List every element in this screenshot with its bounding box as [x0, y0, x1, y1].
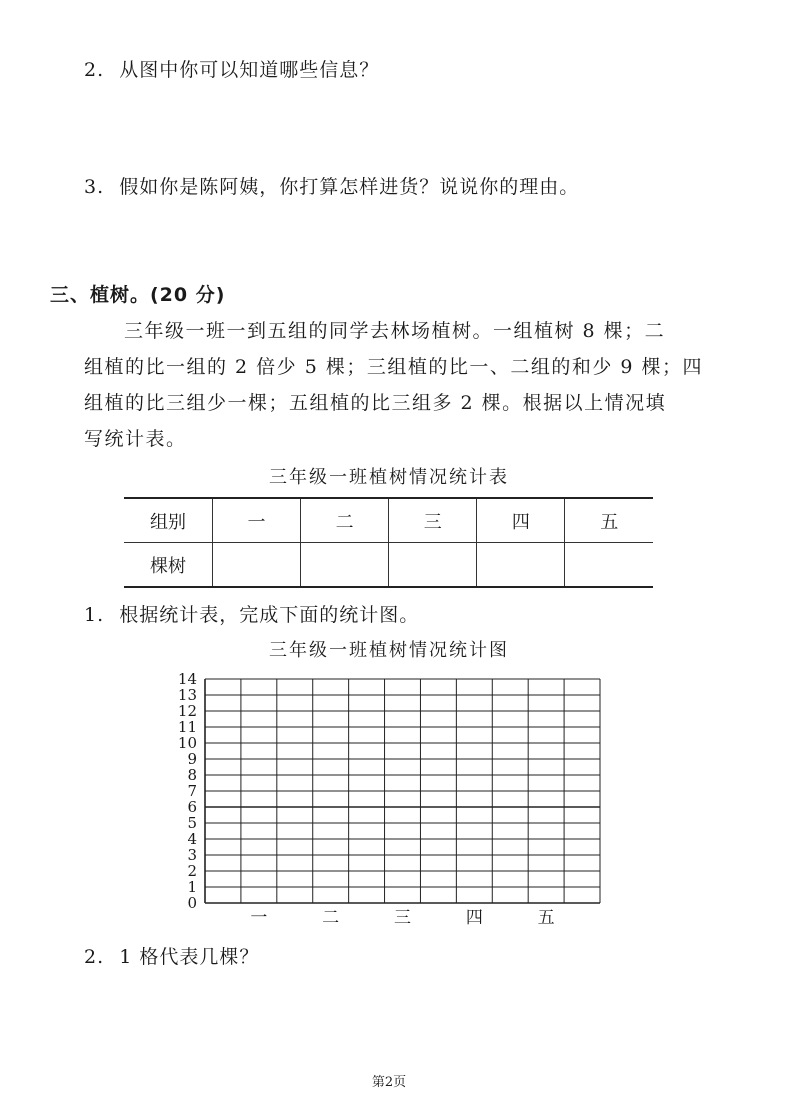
paragraph-line-1: 三年级一班一到五组的同学去林场植树。一组植树 8 棵；二	[124, 320, 666, 342]
section-heading: 三、植树。(20 分)	[50, 284, 226, 306]
question-2-number: 2.	[84, 59, 105, 81]
sub-question-2	[84, 942, 259, 969]
sub-question-1-number: 1.	[84, 604, 105, 626]
table-header-group: 组别	[124, 498, 213, 543]
y-tick-label: 11	[177, 718, 197, 736]
paragraph-line-2: 组植的比一组的 2 倍少 5 棵；三组植的比一、二组的和少 9 棵；四	[84, 356, 704, 378]
table-group-5: 五	[565, 498, 653, 543]
table-group-3: 三	[389, 498, 477, 543]
y-tick-label: 9	[187, 750, 197, 768]
question-3-number: 3.	[84, 176, 105, 198]
x-category-label: 三	[394, 908, 411, 928]
y-tick-label: 14	[177, 670, 197, 688]
x-category-label: 五	[537, 908, 555, 928]
sub-question-2-text: 1 格代表几棵？	[119, 946, 260, 968]
y-tick-label: 8	[187, 766, 197, 784]
table-title: 三年级一班植树情况统计表	[269, 467, 509, 488]
y-tick-label: 10	[177, 734, 197, 752]
sub-question-2-number: 2.	[84, 946, 105, 968]
y-tick-label: 5	[187, 814, 197, 832]
x-category-label: 一	[250, 908, 268, 928]
paragraph-line-3: 组植的比三组少一棵；五组植的比三组多 2 棵。根据以上情况填	[84, 392, 667, 414]
y-tick-label: 1	[187, 878, 197, 896]
table-group-4: 四	[477, 498, 565, 543]
chart-title: 三年级一班植树情况统计图	[269, 640, 509, 661]
y-tick-label: 0	[187, 894, 197, 912]
y-tick-label: 12	[177, 702, 197, 720]
y-tick-label: 6	[187, 798, 197, 816]
y-tick-label: 2	[187, 862, 197, 880]
x-category-label: 二	[322, 908, 340, 928]
table-header-trees: 棵树	[150, 555, 186, 577]
y-tick-label: 3	[187, 846, 197, 864]
sub-question-1-text: 根据统计表，完成下面的统计图。	[119, 604, 420, 626]
y-tick-label: 7	[187, 782, 197, 800]
y-tick-label: 13	[177, 686, 197, 704]
question-3-text: 假如你是陈阿姨，你打算怎样进货？说说你的理由。	[119, 176, 580, 198]
paragraph-line-4: 写统计表。	[84, 428, 187, 450]
table-group-2: 二	[301, 498, 389, 543]
x-category-label: 四	[465, 908, 483, 928]
table-group-1: 一	[213, 498, 301, 543]
page-number: 第2页	[371, 1075, 407, 1090]
y-tick-label: 4	[187, 830, 197, 848]
question-2-text: 从图中你可以知道哪些信息？	[119, 59, 380, 81]
